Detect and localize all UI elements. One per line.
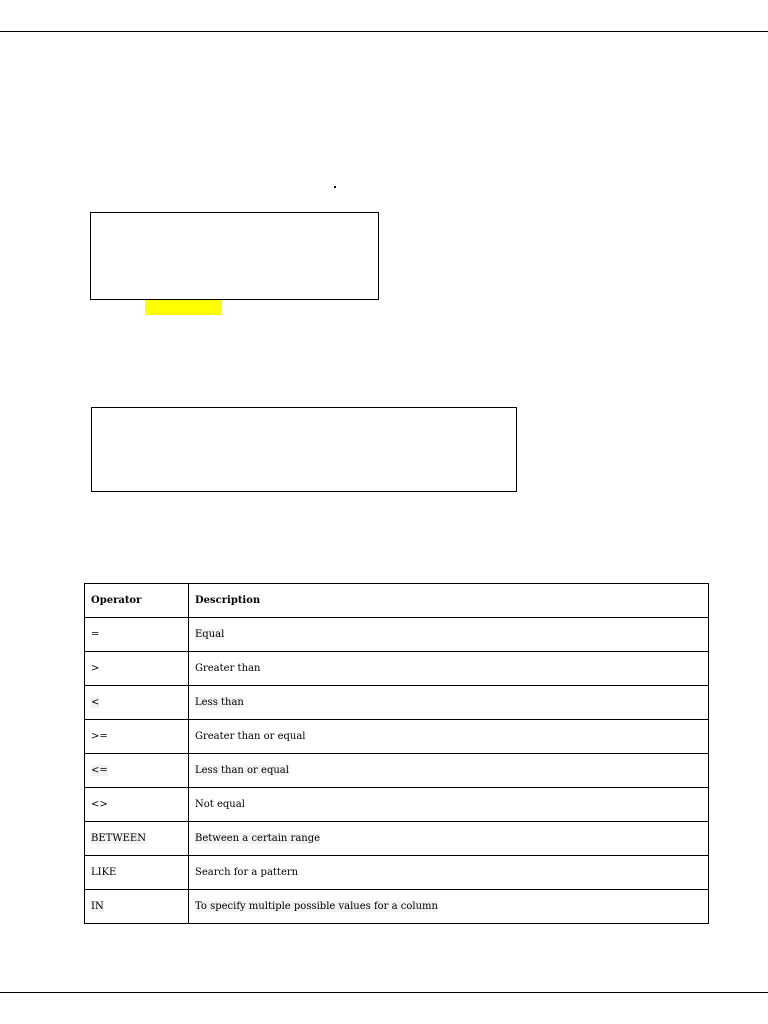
operator-text: BETWEEN: [91, 833, 146, 844]
operator-cell: [85, 686, 189, 720]
description-cell: [189, 788, 709, 822]
table-row: [85, 618, 709, 652]
operator-cell: [85, 822, 189, 856]
description-cell: [189, 754, 709, 788]
operator-text: <>: [91, 799, 108, 810]
operator-cell: [85, 754, 189, 788]
description-text: To specify multiple possible values for a column: [195, 901, 438, 912]
table-row: [85, 686, 709, 720]
stray-dot-mark: [334, 186, 336, 188]
operator-cell: [85, 720, 189, 754]
bottom-rule: [0, 992, 768, 993]
operator-text: >: [91, 663, 100, 674]
operator-cell: [85, 890, 189, 924]
table-row: [85, 652, 709, 686]
description-text: Not equal: [195, 799, 245, 810]
description-cell: [189, 686, 709, 720]
operator-text: <=: [91, 765, 108, 776]
description-text: Greater than: [195, 663, 261, 674]
description-cell: [189, 720, 709, 754]
header-description: Description: [189, 584, 709, 618]
table-row: [85, 788, 709, 822]
operator-text: IN: [91, 901, 104, 912]
operator-text: <: [91, 697, 100, 708]
operator-text: LIKE: [91, 867, 117, 878]
description-text: Less than: [195, 697, 244, 708]
table-row: [85, 720, 709, 754]
description-text: Less than or equal: [195, 765, 289, 776]
operator-cell: [85, 652, 189, 686]
description-text: Search for a pattern: [195, 867, 299, 878]
operators-table: [84, 583, 709, 924]
description-text: Equal: [195, 629, 225, 640]
top-rule: [0, 31, 768, 32]
yellow-highlight: [145, 300, 222, 315]
description-cell: [189, 856, 709, 890]
operator-cell: [85, 856, 189, 890]
description-text: Greater than or equal: [195, 731, 306, 742]
description-cell: [189, 890, 709, 924]
operator-cell: [85, 618, 189, 652]
operator-text: =: [91, 629, 100, 640]
empty-text-box-2: [91, 407, 517, 492]
table-row: [85, 890, 709, 924]
table-row: [85, 754, 709, 788]
description-cell: [189, 822, 709, 856]
operator-text: >=: [91, 731, 108, 742]
table-header-row: [85, 584, 709, 618]
description-cell: [189, 618, 709, 652]
description-cell: [189, 652, 709, 686]
table-row: [85, 856, 709, 890]
description-text: Between a certain range: [195, 833, 321, 844]
operator-cell: [85, 788, 189, 822]
table-row: [85, 822, 709, 856]
header-operator: Operator: [85, 584, 189, 618]
empty-text-box-1: [90, 212, 379, 300]
